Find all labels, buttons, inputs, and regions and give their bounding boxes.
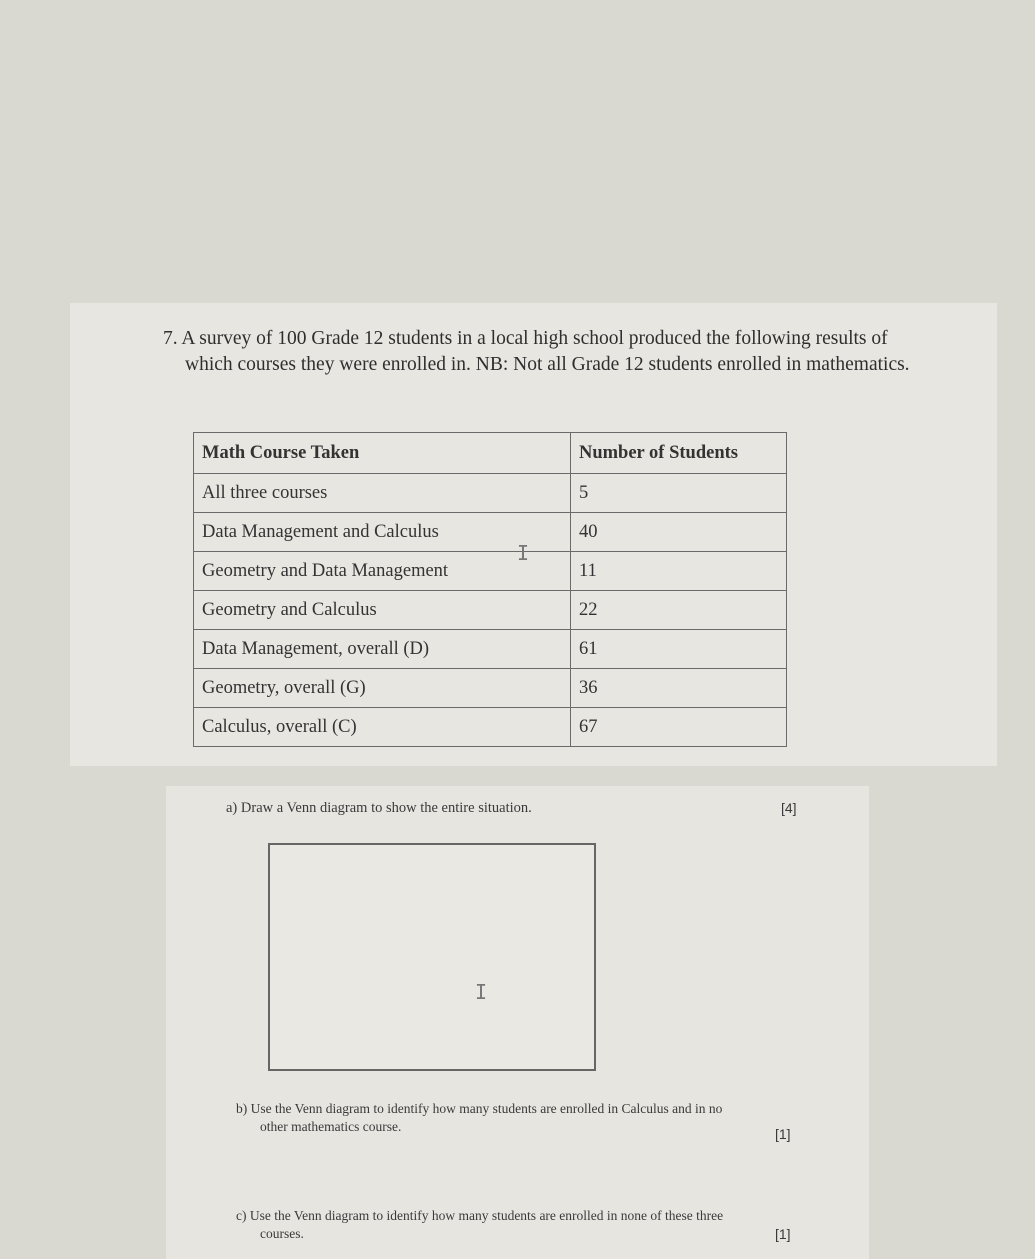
table-row	[194, 708, 787, 747]
part-b-line-2: other mathematics course.	[260, 1119, 402, 1134]
table-row	[194, 513, 787, 552]
part-c-marks: [1]	[775, 1226, 791, 1242]
course-cell: All three courses	[194, 474, 571, 513]
course-cell: Data Management, overall (D)	[194, 630, 571, 669]
table-row	[194, 474, 787, 513]
part-c-line-1: c) Use the Venn diagram to identify how many students are enrolled in none of these three	[236, 1208, 724, 1223]
part-c-line-2: courses.	[260, 1226, 304, 1241]
count-cell: 22	[571, 591, 787, 630]
table-row	[194, 669, 787, 708]
count-cell: 40	[571, 513, 787, 552]
header-number-of-students: Number of Students	[571, 433, 787, 474]
question-text	[163, 326, 983, 378]
part-a-prompt: a) Draw a Venn diagram to show the entire situation.	[226, 800, 532, 816]
text-cursor-icon: I	[517, 541, 530, 565]
question-line-1: 7. A survey of 100 Grade 12 students in a local high school produced the following results of	[163, 328, 888, 349]
part-c-prompt	[236, 1207, 816, 1243]
table-header-row	[194, 433, 787, 474]
course-cell: Geometry and Data Management	[194, 552, 571, 591]
header-math-course: Math Course Taken	[194, 433, 571, 474]
count-cell: 61	[571, 630, 787, 669]
part-b-prompt	[236, 1100, 816, 1136]
count-cell: 5	[571, 474, 787, 513]
table-row	[194, 591, 787, 630]
course-cell: Geometry and Calculus	[194, 591, 571, 630]
venn-diagram-answer-box[interactable]	[268, 843, 596, 1071]
count-cell: 36	[571, 669, 787, 708]
course-cell: Data Management and Calculus	[194, 513, 571, 552]
text-cursor-icon: I	[475, 980, 488, 1004]
count-cell: 11	[571, 552, 787, 591]
part-b-line-1: b) Use the Venn diagram to identify how many students are enrolled in Calculus and in no	[236, 1101, 723, 1116]
course-cell: Geometry, overall (G)	[194, 669, 571, 708]
count-cell: 67	[571, 708, 787, 747]
table-row	[194, 630, 787, 669]
part-a-marks: [4]	[781, 800, 797, 816]
table-row	[194, 552, 787, 591]
course-enrollment-table	[193, 432, 787, 747]
question-line-2: which courses they were enrolled in. NB: Not all Grade 12 students enrolled in mathematics.	[185, 354, 910, 375]
course-cell: Calculus, overall (C)	[194, 708, 571, 747]
part-b-marks: [1]	[775, 1126, 791, 1142]
